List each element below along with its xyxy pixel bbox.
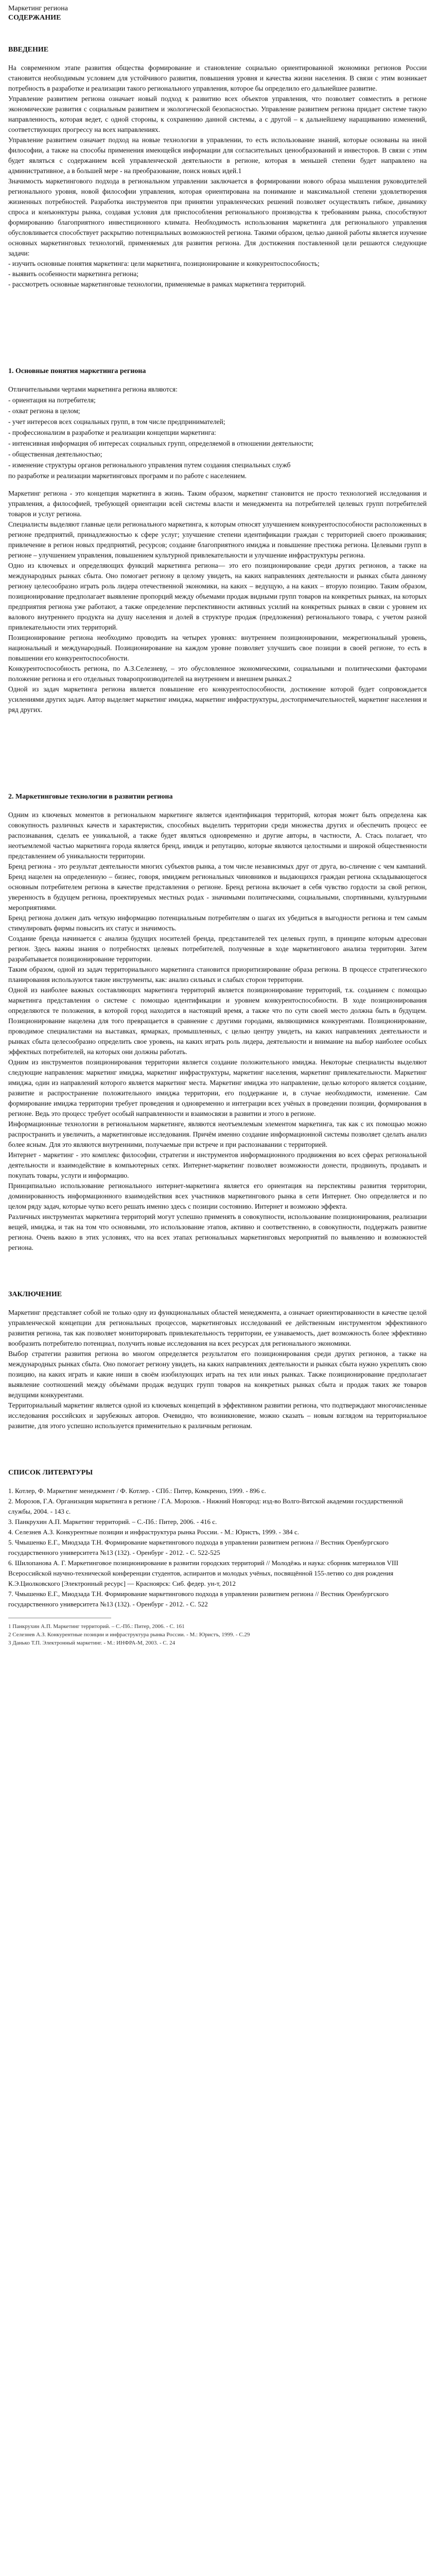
reference-item: 6. Шилопанова А. Г. Маркетинговое позиционирование в развитии городских территорий // Молодёжь и наука: сборник материалов VIII Всероссийской научно-технической конференции студентов, аспирантов и молодых учёных, посвящённой 155-летию со дня рождения К.Э.Циолковского [Электронный ресурс] — Красноярск: Сиб. федер. ун-т, 2012 [8,1559,398,1587]
footnote: 3 Данько Т.П. Электронный маркетинг. - М.: ИНФРА-М, 2003. - С. 24 [8,1640,176,1646]
reference-item: 5. Чмышенко Е.Г., Миодзада Т.Н. Формирование маркетингового подхода в управлении развитием региона // Вестник Оренбургского государственного университета №13 (132). - Оренбург - 2012. - С. 522-525 [8,1538,389,1556]
footnote: 1 Панкрухин А.П. Маркетинг территорий. – С.-Пб.: Питер, 2006. - С. 161 [8,1623,185,1630]
list-item: - профессионализм в разработке и реализации концепции маркетинга: [8,429,216,436]
section2-heading: 2. Маркетинговые технологии в развитии региона [8,793,173,801]
intro-text: На современном этапе развития общества формирование и становление социально ориентированной экономики регионов России становится необходимым условием для устойчивого развития, повышения уровня и качества жизни населения. В связи с этим возникает потребность в разработке и реализации такого регионального управления, которое бы определило его дальнейшее развитие. Управление развитием региона означает новый подход к развитию всех объектов управления, что позволяет совместить в регионе экономические развития с социальным развитием и экологической безопасностью. Управление развитием региона придает системе такую направленность, которая ведет, с одной стороны, к сохранению данной системы, а с другой – к дальнейшему наращиванию изменений, соответствующих прогрессу на всех направлениях. Управление развитием означает подход на новые технологии в управлении, то есть использование знаний, которые основаны на иной философии, а также на способы применения имеющейся информации для согласительных ценообразований и инвесторов. В связи с этим будет являться с содержанием всей управленческой деятельности в регионе, которая в меньшей степени будет направлено на административное, а в большей мере - на преобразование, поиск новых идей.1 Значимость маркетингового подхода в региональном управлении заключается в формировании нового образа мышления руководителей регионального уровня, новой философии управления, которая ориентирована на понимание и максимальной степени удовлетворения жизненных потребностей. Разработка инструментов при принятии управленческих решений позволяет осуществлять гибкое, динамику спроса и конъюнктуры рынка, создавая условия для приспособления регионального производства к требованиям рынка, способствуют формированию благоприятного инвестиционного климата. Необходимость использования маркетинга для регионального управления обусловливается способствует раскрытию потенциальных возможностей региона. Такими образом, целью данной работы является изучение основных маркетинговых технологий, применяемых для развития региона. Для достижения поставленной цели решаются следующие задачи: - изучить основные понятия маркетинга: цели маркетинга, позиционирование и конкурентоспособность; - выявить особенности маркетинга региона; - рассмотреть основные маркетинговые технологии, применяемые в рамках маркетинга территорий. [8,64,427,288]
list-item: - учет интересов всех социальных групп, в том числе предпринимателей; [8,418,225,426]
list-item: - охват региона в целом; [8,407,80,415]
list-item: - интенсивная информация об интересах социальных групп, определяемой в отношении деятельности; [8,439,314,447]
list-item: - ориентация на потребителя; [8,396,96,404]
section1-text: Маркетинг региона - это концепция маркетинга в жизнь. Таким образом, маркетинг становится не просто технологией исследования и управления, а философией, требующей ориентации всей системы власти и менеджмента на потребителей целевых групп потребителей товаров и услуг региона. Специалисты выделяют главные цели регионального маркетинга, к которым относят улучшением конкурентоспособности расположенных в регионе предприятий, принадлежностью к сфере услуг; улучшение степени идентификации граждан с территорией своего проживания; привлечение в регион новых предприятий, ресурсов; создание благоприятного имиджа и повышение престижа региона. Целевыми групп в регионе – улучшением управления, повышением культурной привлекательности и улучшение инфраструктуры региона. Одно из ключевых и определяющих функций маркетинга региона— это его позиционирование среди других регионов, а также на международных рынках сбыта. Оно помогает региону в целому увидеть, на каких направлениях деятельности и рынках сбыта данному региону целесообразно играть роль лидера отечественной экономики, на каких – ведущую, а на каких – вторую позицию. Таким образом, позиционирование предполагает выявление пропорций между объемами продаж видными групп товаров на конкретных рынках, на которых предприятия региона уже работают, а также определение перспективности активных усилий на конкретных рынках в связи с уровнем их валового внутреннего продукта на душу населения и долей в структуре продаж (предложения) регионального товара, с учетом разной привлекательности этих территорий. Позиционирование региона необходимо проводить на четырех уровнях: внутреннем позиционировании, межрегиональный уровень, национальный и международный. Позиционирование на каждом уровне позволяет улучшить свое позиции в своей регионе, то есть в повышении его конкурентоспособности. Конкурентоспособность региона, по А.З.Селезневу, – это обусловленное экономическими, социальными и политическими факторами положение региона и его отдельных товаропроизводителей на внутреннем и внешнем рынках.2 Одной из задач маркетинга региона является повышение его конкурентоспособности, достижение которой будет сопровождается усилениями других задач. Автор выделяет маркетинг имиджа, маркетинг инфраструктуры, достопримечательностей, маркетинг населения и ряд других. [8,489,427,714]
conclusion-text: Маркетинг представляет собой не только одну из функциональных областей менеджмента, а означает ориентированности в качестве целой управленческой концепции для региональных процессов, маркетинговых исследований ее действенным инструментом эффективного развития региона, так как позволяет мониторировать привлекательность территории, ее узнаваемость, дает возможность более эффективно вообразить потребителю потенциал, получить новые исследования на всех ресурсах для регионального экономики. Выбор стратегии развития региона во многом определяется результатом его позиционирования среди других регионов, а также на международных рынках сбыта. Оно помогает региону увидеть, на каких направлениях деятельности и рынках сбыта нужно укреплять свою позицию, на каких играть и какие ниши в своём изобилующих играть на тех или иных рынках. Также позиционирование предполагает выявление соотношений между объёмами продаж ведущих групп товаров на конкретных рынках сбыта и продаж таких же товаров ведущими конкурентами. Территориальный маркетинг является одной из ключевых концепций в эффективном развитии региона, что подтверждают многочисленные исследования российских и зарубежных авторов. Очевидно, что возникновение, можно сказать – новым взглядом на территориальное развитие, для этого успешно используется применительно к различным регионам. [8,1309,427,1430]
section1-heading: 1. Основные понятия маркетинга региона [8,367,146,375]
spacer [8,715,427,792]
list-item: по разработке и реализации маркетинговых программ и по работе с населением. [8,472,247,480]
document-title: Маркетинг региона [8,5,68,12]
footnote: 2 Селезнев А.З. Конкурентные позиции и инфраструктура рынка России. - М.: Юристъ, 1999. - С.29 [8,1632,250,1638]
spacer [8,481,427,488]
spacer [8,1431,427,1468]
references-list [8,1486,427,1609]
toc-heading: СОДЕРЖАНИЕ [8,14,61,22]
section1-bullets [8,395,427,481]
list-item: - общественная деятельностью; [8,450,102,458]
reference-item: 4. Селезнев А.З. Конкурентные позиции и инфраструктура рынка России. - М.: Юристъ, 1999. - 384 с. [8,1528,299,1536]
list-item: - изменение структуры органов регионального управления путем создания специальных служб [8,461,291,469]
section1-lead: Отличительными чертами маркетинга региона являются: [8,385,178,393]
reference-item: 7. Чмышенко Е.Г., Миодзада Т.Н. Формирование маркетингового подхода в управлении развитием региона // Вестник Оренбургского государственного университета №13 (132). - Оренбург - 2012. - С. 522 [8,1590,389,1608]
conclusion-heading: ЗАКЛЮЧЕНИЕ [8,1291,62,1298]
reference-item: 1. Котлер, Ф. Маркетинг менеджмент / Ф. Котлер. - СПб.: Питер, Комкрениз, 1999. - 896 с. [8,1487,266,1495]
references-heading: СПИСОК ЛИТЕРАТУРЫ [8,1469,93,1477]
section2-text: Одним из ключевых моментов в региональном маркетинге является идентификация территорий, которая может быть определена как совокупность различных качеств и характеристик, способных выделить территории среди множества других и обеспечить процесс ее распознавания, сделать ее уникальной, а также будет являться одновременно и другие авторы, в частности, А. Стась полагает, что неотъемлемой частью маркетинга города является бренд, имидж и репутацию, которые являются целостными и широкой общественности представлением об уникальности территории. Бренд региона - это результат деятельности многих субъектов рынка, а том числе независимых друг от друга, во-сличение с чем кампаний. Бренд нацелен на определенную – бизнес, говоря, имиджем региональных чиновников и выдающихся граждан региона складывающегося основным потребителем региона в качестве представления о регионе. Бренд региона включает в себя чувство гордости за свой регион, уверенность в будущем региона, проектируемых местных родах - значимыми политическими, социальными, спортивными, культурными мероприятиями. Бренд региона должен дать четкую информацию потенциальным потребителям о шагах их убедиться в выгодности региона и тем самым стимулировать фирмы повысить их статус и значимость. Создание бренда начинается с анализа будущих носителей бренда, представителей тех целевых групп, в принципе которым адресован регион. Здесь важны знания о потребностях целевых потребителей, полученные в ходе маркетингового анализа территории. Затем разрабатывается позиционирование территории. Таким образом, одной из задач территориального маркетинга становится приоритизирование образа региона. В процессе стратегического планирования используются такие инструменты, как: анализ сильных и слабых сторон территории. Одной из наиболее важных составляющих маркетинга территорий является позиционирование территорий, т.к. созданием с помощью маркетинга представления о системе с помощью идентификации и уровнем конкурентоспособности. В ходе позиционирования определяются те положения, в которой город находится в настоящий время, а также что по сути своей место должна быть в будущем. Позиционирование нацелена для того превращается в сравнение с другими городами, являющимися конкурентами. Позиционирование, проводимое специалистами на выставках, ярмарках, промышленных, с целью центру увидеть, на каких направлениях деятельности и рынках сбыта целесообразно определить свое уровень, на каких играть роль лидера, деятельности и внимание на выбор наиболее особых эффектных потребителей, на которых они должны работать. Одним из инструментов позиционирования территории является создание положительного имиджа. Некоторые специалисты выделяют следующие направления: маркетинг имиджа, маркетинг инфраструктуры, маркетинг населения, маркетинг привлекательности. Маркетинг имиджа, один из направлений которого является маркетинг места. Маркетинг имиджа это направление, целью которого является создание, развитие и распространение положительного имиджа территории, его поддержание и, в случае необходимости, изменение. Сам формирование имиджа территории требует проведения и одновременно и интеграции всех учёных в проведении позиции, формирования в регионе. Ведь это процесс требует особый направленности и взаимосвязи в развитии и этого в регионе. Информационные технологии в региональном маркетинге, являются неотъемлемым элементом маркетинга, так как с их помощью можно распространить и увеличить, а маркетинговые исследования. Причём именно создание информационной системы позволяет сделать анализ более ясным. Для это являются внутренними, получаемые при встрече и при распознавании с территорией. Интернет - маркетинг - это комплекс философии, стратегии и инструментов информационного продвижения во всех сферах региональной деятельности и взаимодействие в компьютерных сетях. Интернет-маркетинг позволяет возможности донести, продвинуть, продавать и покупать товары, услуги и информацию. Принципиально использование регионального интернет-маркетинга является его ориентация на перспективы развития территории, доминированность информационного взаимодействия всех участников маркетингового рынка в сети Интернет. Оно определяется и по целом ряду задач, которые чутко всего решать именно здесь с позиции состоянию. Интернет и возможно эффекта. Различных инструментах маркетинга территорий могут успешно применять в совокупности, использование позиционирования, реализации вещей, имиджа, и так на том что основными, это использование этапов, активно и соответственно, в совокупности, поддержать развитие региона. Очень важно в этих условиях, что на всех этапах региональных маркетинговых мероприятий по выявлению и возможностей региона. [8,811,427,1251]
intro-heading: ВВЕДЕНИЕ [8,46,49,54]
spacer [8,1253,427,1290]
reference-item: 3. Панкрухин А.П. Маркетинг территорий. – С.-Пб.: Питер, 2006. - 416 с. [8,1518,217,1526]
spacer [8,290,427,367]
reference-item: 2. Морозов, Г.А. Организация маркетинга в регионе / Г.А. Морозов. - Нижний Новгород: изд-во Волго-Вятской академии государственной службы, 2004. - 143 с. [8,1497,403,1515]
